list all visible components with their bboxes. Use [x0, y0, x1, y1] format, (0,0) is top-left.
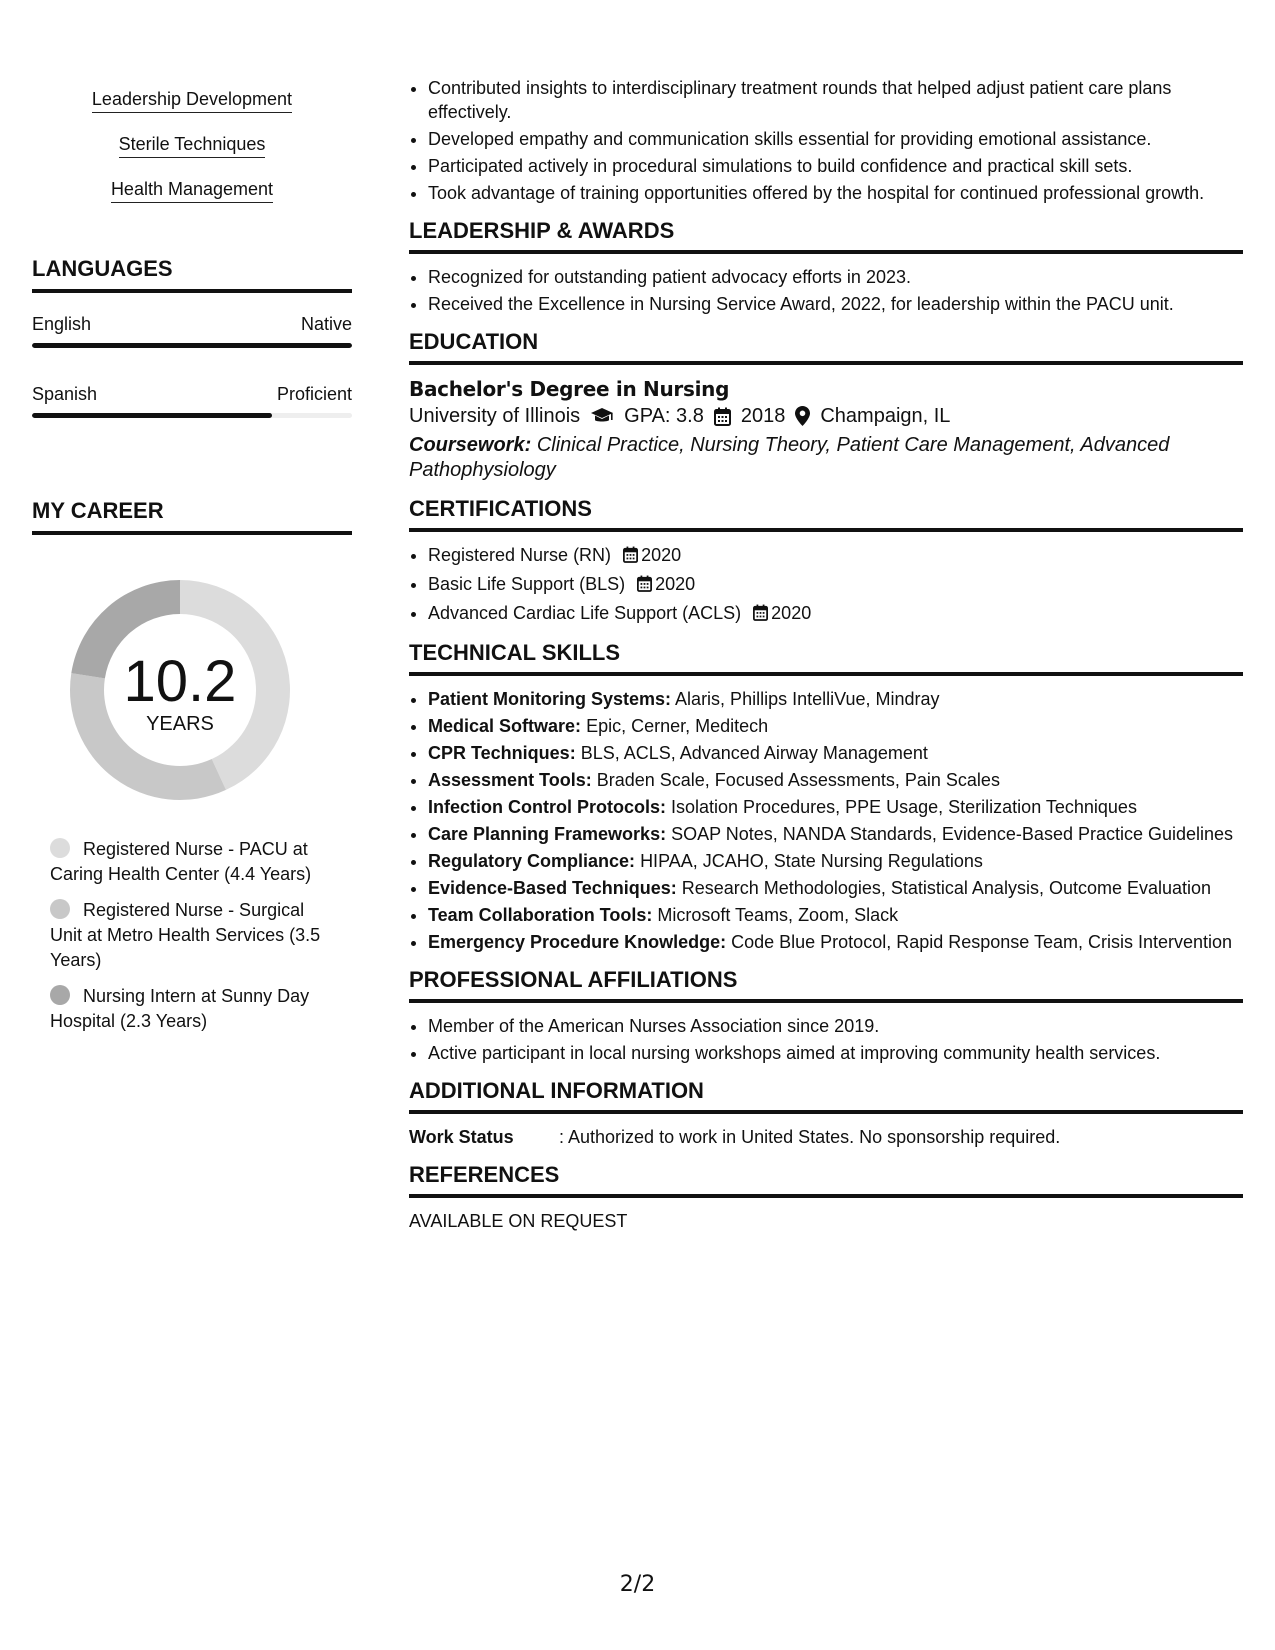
legend-dot-icon — [50, 985, 70, 1005]
right-column — [409, 76, 1243, 1233]
technical-skill-label: Evidence-Based Techniques: — [428, 878, 677, 898]
career-donut-chart — [67, 577, 293, 803]
career-legend-item — [50, 984, 340, 1034]
certifications-list — [409, 543, 1243, 627]
skill-tag — [32, 88, 352, 110]
education-meta — [409, 402, 1243, 430]
education-coursework — [409, 433, 1243, 483]
experience-bullet: • Participated actively in procedural simulations to build confidence and practical skill sets. — [428, 154, 1243, 178]
technical-skill-value: Code Blue Protocol, Rapid Response Team, Crisis Intervention — [731, 932, 1233, 952]
language-level: Native — [300, 314, 352, 334]
education-heading: EDUCATION — [409, 329, 1243, 365]
language-level: Proficient — [276, 384, 352, 404]
education-year: 2018 — [740, 405, 786, 427]
graduation-cap-icon — [590, 407, 614, 425]
calendar-icon — [714, 407, 731, 426]
certification-item — [428, 572, 1243, 598]
certification-year: 2020 — [655, 574, 696, 594]
career-heading: MY CAREER — [32, 498, 352, 535]
certification-name: Registered Nurse (RN) — [428, 545, 612, 565]
technical-skills-heading: TECHNICAL SKILLS — [409, 640, 1243, 676]
languages-heading: LANGUAGES — [32, 256, 352, 293]
affiliations-heading: PROFESSIONAL AFFILIATIONS — [409, 967, 1243, 1003]
certification-name: Basic Life Support (BLS) — [428, 574, 626, 594]
calendar-icon — [637, 574, 652, 598]
certification-item — [428, 601, 1243, 627]
technical-skill-label: Regulatory Compliance: — [428, 851, 636, 871]
skill-tag-label: Leadership Development — [92, 89, 292, 113]
work-status-row — [409, 1125, 1243, 1149]
language-row — [32, 313, 352, 335]
calendar-icon — [753, 603, 768, 627]
certification-year: 2020 — [771, 603, 812, 623]
technical-skill-value: Braden Scale, Focused Assessments, Pain Scales — [596, 770, 1000, 790]
language-name: Spanish — [32, 384, 98, 404]
technical-skill-label: CPR Techniques: — [428, 743, 576, 763]
career-legend-label: Registered Nurse - PACU at Caring Health Center (4.4 Years) — [50, 839, 312, 884]
references-text: AVAILABLE ON REQUEST — [409, 1211, 628, 1231]
work-status-key: Work Status — [409, 1127, 514, 1147]
technical-skill-value: SOAP Notes, NANDA Standards, Evidence-Based Practice Guidelines — [671, 824, 1234, 844]
experience-bullets — [409, 76, 1243, 205]
affiliation-item: • Member of the American Nurses Association since 2019. — [428, 1014, 1243, 1038]
certification-year: 2020 — [641, 545, 682, 565]
coursework-label: Coursework: — [409, 434, 532, 456]
technical-skill-value: Microsoft Teams, Zoom, Slack — [657, 905, 899, 925]
language-row — [32, 383, 352, 405]
calendar-icon — [623, 545, 638, 569]
technical-skill-item — [428, 876, 1243, 900]
technical-skills-list — [409, 687, 1243, 954]
experience-bullet: • Developed empathy and communication skills essential for providing emotional assistance. — [428, 127, 1243, 151]
technical-skill-label: Emergency Procedure Knowledge: — [428, 932, 727, 952]
technical-skill-label: Care Planning Frameworks: — [428, 824, 667, 844]
language-bar — [32, 343, 352, 348]
map-pin-icon — [795, 406, 810, 426]
career-total-years: 10.2 — [123, 649, 237, 714]
skill-tag — [32, 133, 352, 155]
awards-heading: LEADERSHIP & AWARDS — [409, 218, 1243, 254]
career-legend-label: Nursing Intern at Sunny Day Hospital (2.3 Years) — [50, 986, 310, 1031]
language-bar-fill — [32, 413, 272, 418]
awards-list — [409, 265, 1243, 316]
technical-skill-label: Infection Control Protocols: — [428, 797, 666, 817]
career-legend-item — [50, 837, 340, 887]
page-number: 2/2 — [619, 1572, 656, 1597]
experience-bullet: • Contributed insights to interdisciplinary treatment rounds that helped adjust patient care plans effectively. — [428, 76, 1243, 124]
education-school: University of Illinois — [409, 405, 581, 427]
technical-skill-item — [428, 714, 1243, 738]
technical-skill-item — [428, 795, 1243, 819]
technical-skill-item — [428, 687, 1243, 711]
technical-skill-value: Epic, Cerner, Meditech — [586, 716, 769, 736]
technical-skill-item — [428, 930, 1243, 954]
technical-skill-item — [428, 903, 1243, 927]
certifications-heading: CERTIFICATIONS — [409, 496, 1243, 532]
references-heading: REFERENCES — [409, 1162, 1243, 1198]
award-item: • Recognized for outstanding patient advocacy efforts in 2023. — [428, 265, 1243, 289]
legend-dot-icon — [50, 838, 70, 858]
affiliations-list — [409, 1014, 1243, 1065]
award-item: • Received the Excellence in Nursing Service Award, 2022, for leadership within the PACU unit. — [428, 292, 1243, 316]
career-donut-center — [67, 577, 293, 803]
education-location: Champaign, IL — [820, 405, 951, 427]
certification-name: Advanced Cardiac Life Support (ACLS) — [428, 603, 742, 623]
additional-info-heading: ADDITIONAL INFORMATION — [409, 1078, 1243, 1114]
coursework-text: Clinical Practice, Nursing Theory, Patient Care Management, Advanced Pathophysiology — [409, 434, 1170, 481]
education-gpa: GPA: 3.8 — [624, 405, 704, 427]
career-years-unit: YEARS — [146, 713, 214, 735]
career-legend — [50, 837, 340, 1045]
career-legend-item — [50, 898, 340, 973]
education-degree: Bachelor's Degree in Nursing — [409, 377, 730, 401]
technical-skill-value: HIPAA, JCAHO, State Nursing Regulations — [640, 851, 983, 871]
technical-skill-item — [428, 849, 1243, 873]
technical-skill-item — [428, 822, 1243, 846]
certification-item — [428, 543, 1243, 569]
skill-tag-label: Sterile Techniques — [119, 134, 266, 158]
technical-skill-label: Patient Monitoring Systems: — [428, 689, 672, 709]
skill-tag-label: Health Management — [111, 179, 273, 203]
technical-skill-item — [428, 741, 1243, 765]
technical-skill-label: Assessment Tools: — [428, 770, 592, 790]
career-legend-label: Registered Nurse - Surgical Unit at Metro Health Services (3.5 Years) — [50, 900, 321, 970]
legend-dot-icon — [50, 899, 70, 919]
skill-tag — [32, 178, 352, 200]
affiliation-item: • Active participant in local nursing workshops aimed at improving community health services. — [428, 1041, 1243, 1065]
language-name: English — [32, 314, 92, 334]
technical-skill-item — [428, 768, 1243, 792]
technical-skill-label: Team Collaboration Tools: — [428, 905, 653, 925]
technical-skill-label: Medical Software: — [428, 716, 582, 736]
technical-skill-value: BLS, ACLS, Advanced Airway Management — [580, 743, 928, 763]
technical-skill-value: Isolation Procedures, PPE Usage, Sterilization Techniques — [671, 797, 1137, 817]
experience-bullet: • Took advantage of training opportunities offered by the hospital for continued professional growth. — [428, 181, 1243, 205]
technical-skill-value: Research Methodologies, Statistical Analysis, Outcome Evaluation — [681, 878, 1212, 898]
language-bar — [32, 413, 352, 418]
technical-skill-value: Alaris, Phillips IntelliVue, Mindray — [675, 689, 940, 709]
work-status-value: : Authorized to work in United States. No sponsorship required. — [559, 1127, 1061, 1147]
language-bar-fill — [32, 343, 352, 348]
